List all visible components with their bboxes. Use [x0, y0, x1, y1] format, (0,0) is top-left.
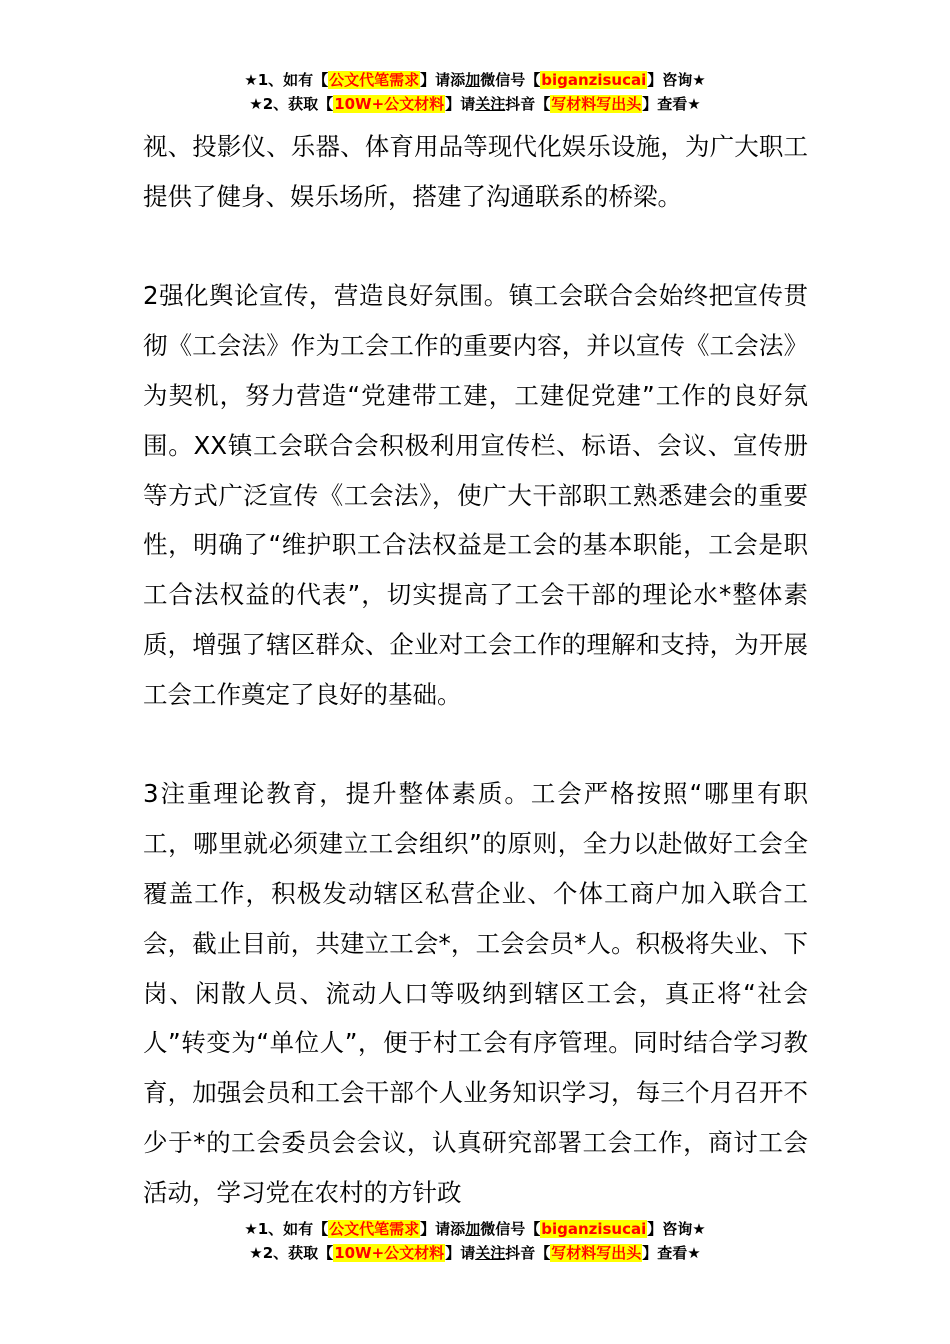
highlight-service: 公文代笔需求 — [329, 1220, 420, 1238]
highlight-douyin-account: 写材料写出头 — [551, 1244, 642, 1262]
paragraph-2: 2强化舆论宣传，营造良好氛围。镇工会联合会始终把宣传贯彻《工会法》作为工会工作的重要内容，并以宣传《工会法》为契机，努力营造“党建带工建，工建促党建”工作的良好氛围。XX镇工会联合会积极利用宣传栏、标语、会议、宣传册等方式广泛宣传《工会法》，使广大干部职工熟悉建会的重要性，明确了“维护职工合法权益是工会的基本职能，工会是职工合法权益的代表”，切实提高了工会干部的理论水*整体素质，增强了辖区群众、企业对工会工作的理解和支持，为开展工会工作奠定了良好的基础。 — [143, 281, 808, 709]
footer-line-2: ★2、获取【10W+公文材料】请关注抖音【写材料写出头】查看★ — [249, 1244, 701, 1262]
document-body — [143, 122, 808, 1218]
highlight-wechat-id: biganzisucai — [541, 71, 647, 89]
paragraph-1: 视、投影仪、乐器、体育用品等现代化娱乐设施，为广大职工提供了健身、娱乐场所，搭建了沟通联系的桥梁。 — [143, 132, 808, 211]
highlight-douyin-account: 写材料写出头 — [551, 95, 642, 113]
banner-line-2: ★2、获取【10W+公文材料】请关注抖音【写材料写出头】查看★ — [249, 95, 701, 113]
header-banner — [0, 68, 950, 116]
highlight-materials: 10W+公文材料 — [334, 1244, 445, 1262]
footer-line-1: ★1、如有【公文代笔需求】请添加微信号【biganzisucai】咨询★ — [244, 1220, 706, 1238]
banner-line-1: ★1、如有【公文代笔需求】请添加微信号【biganzisucai】咨询★ — [244, 71, 706, 89]
highlight-service: 公文代笔需求 — [329, 71, 420, 89]
footer-banner — [0, 1217, 950, 1265]
highlight-wechat-id: biganzisucai — [541, 1220, 647, 1238]
paragraph-3: 3注重理论教育，提升整体素质。工会严格按照“哪里有职工，哪里就必须建立工会组织”的原则，全力以赴做好工会全覆盖工作，积极发动辖区私营企业、个体工商户加入联合工会，截止目前，共建立工会*，工会会员*人。积极将失业、下岗、闲散人员、流动人口等吸纳到辖区工会，真正将“社会人”转变为“单位人”，便于村工会有序管理。同时结合学习教育，加强会员和工会干部个人业务知识学习，每三个月召开不少于*的工会委员会会议，认真研究部署工会工作，商讨工会活动，学习党在农村的方针政 — [143, 779, 808, 1207]
highlight-materials: 10W+公文材料 — [334, 95, 445, 113]
